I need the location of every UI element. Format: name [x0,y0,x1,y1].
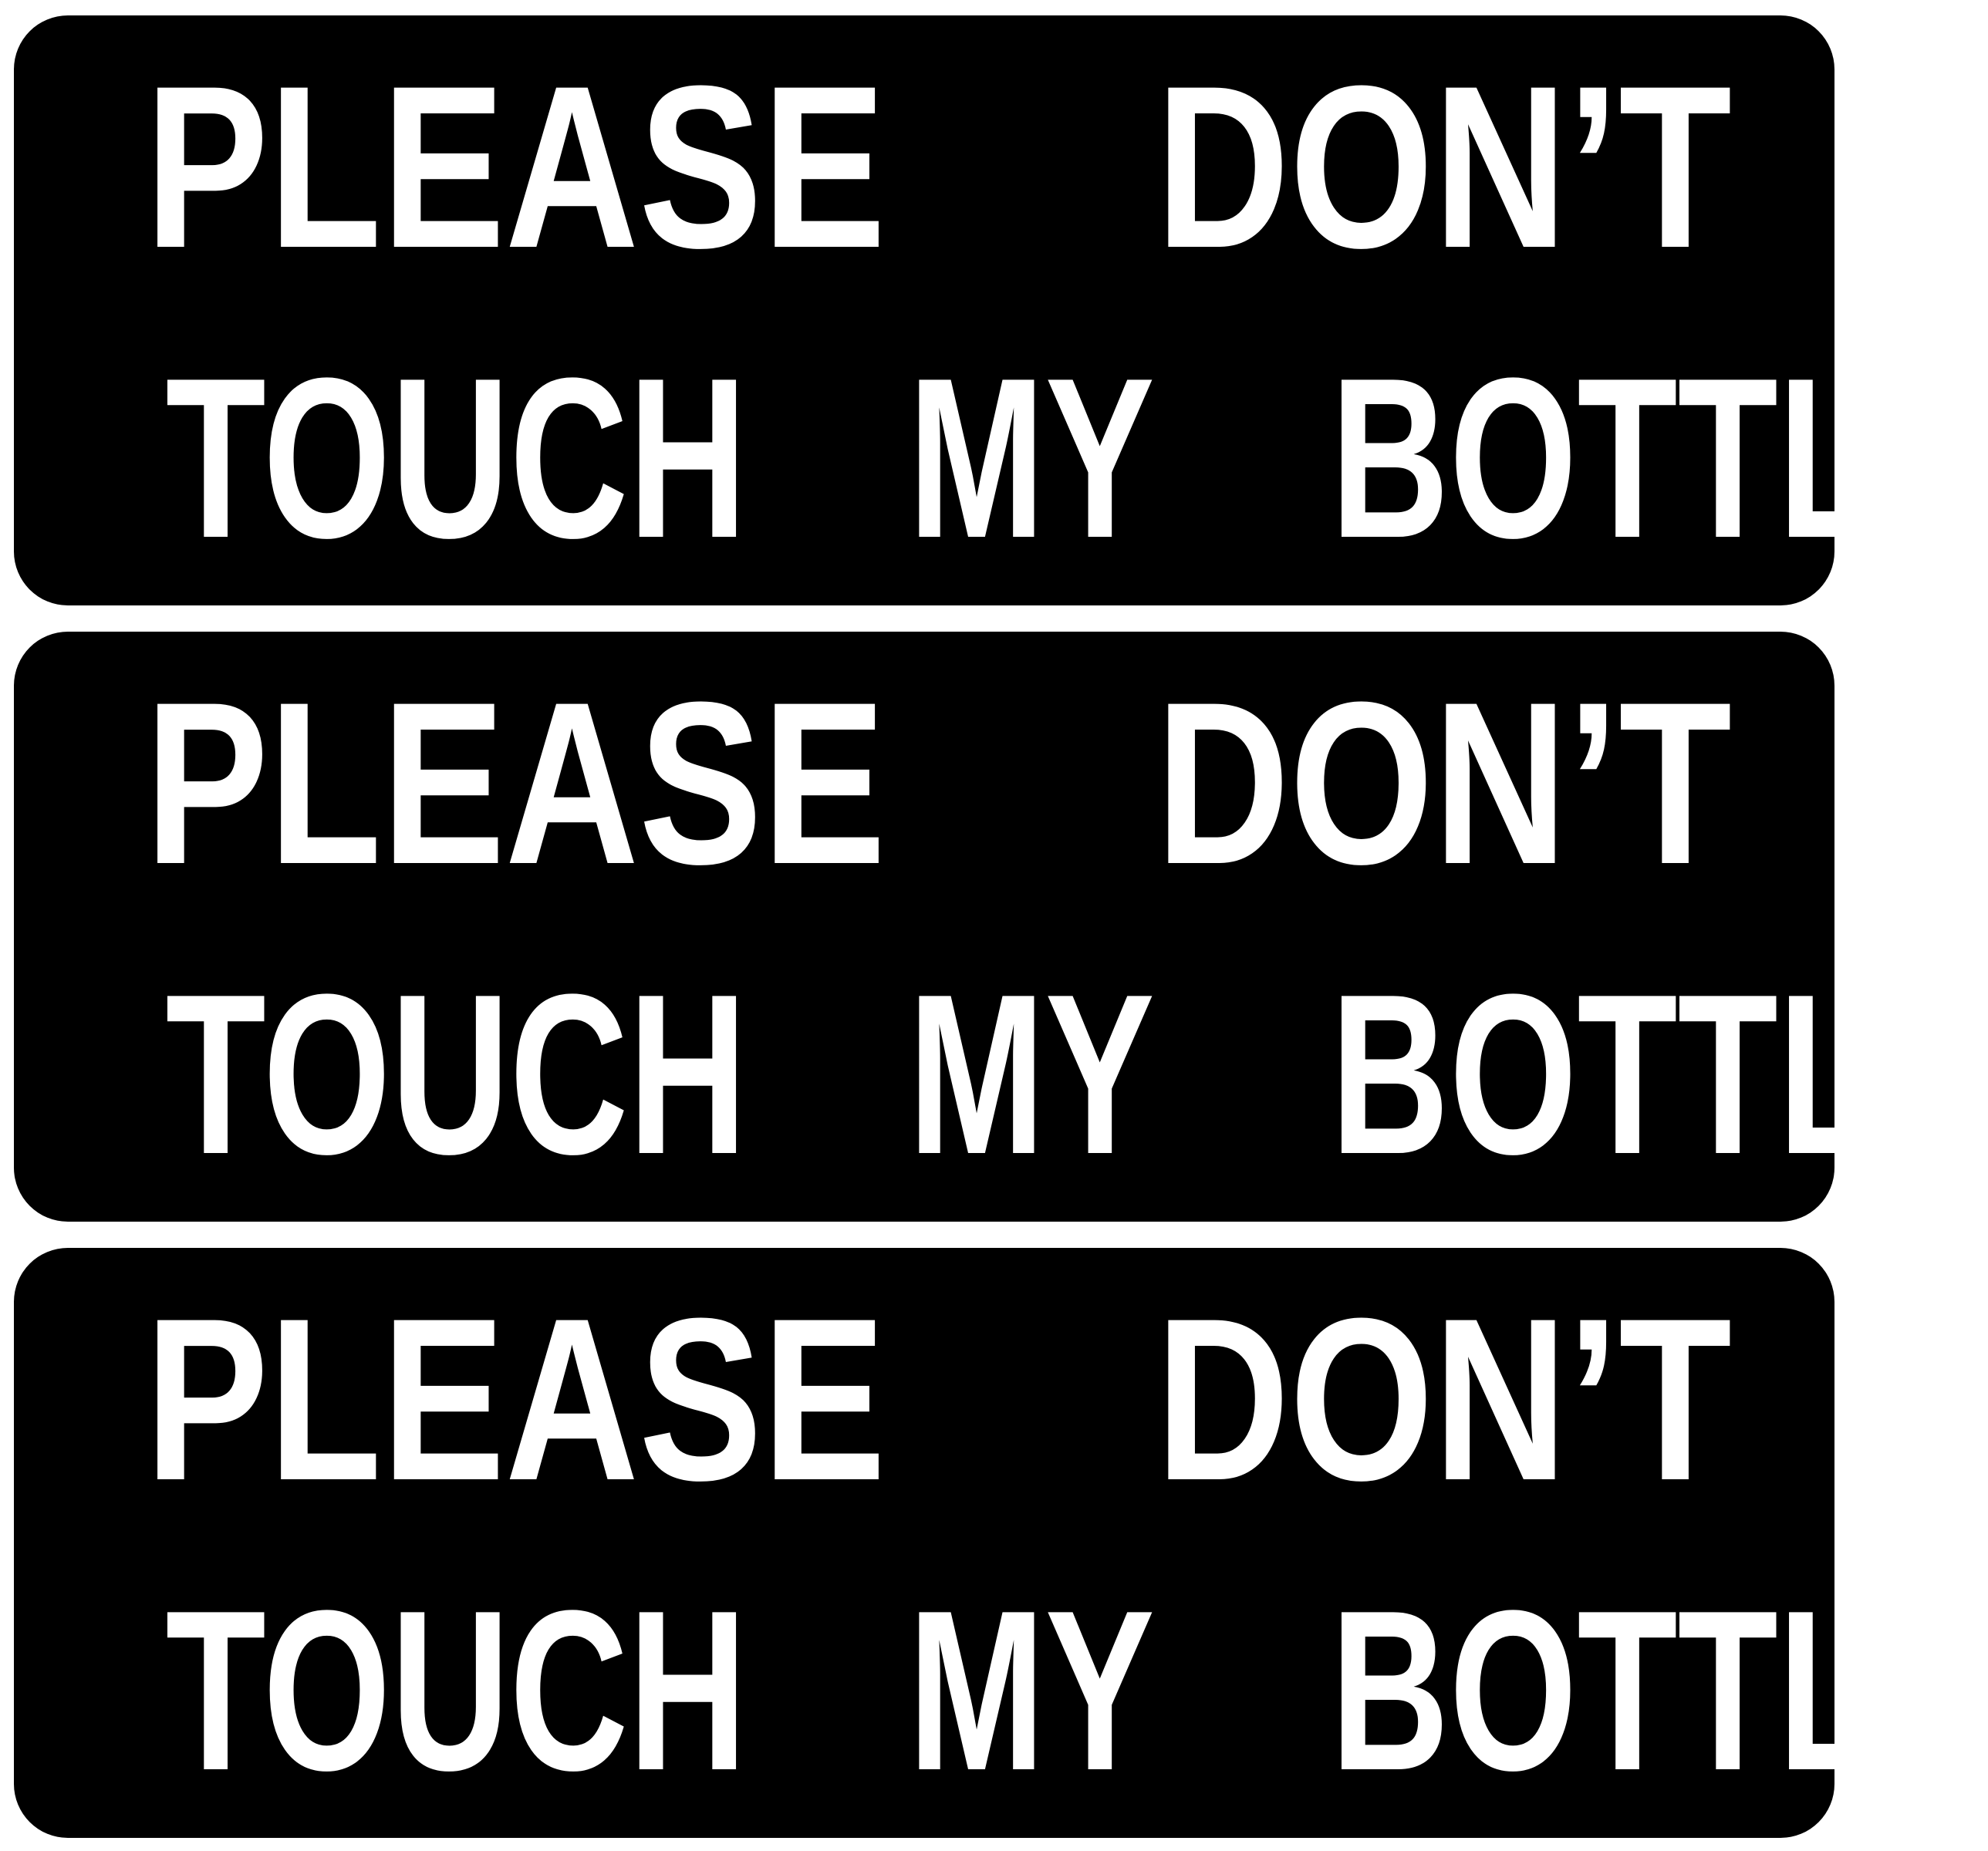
sticker-text-line-1 [52,1269,1804,1529]
sticker-word: DON’T [1156,653,1732,912]
sticker-label [14,15,1988,605]
sticker-label [14,632,1988,1222]
sticker-word: DON’T [1156,37,1732,296]
sticker-label [14,1248,1988,1838]
sticker-word: MY [908,330,1155,585]
sticker-word: MY [908,1563,1155,1818]
sticker-text-line-2 [52,946,1988,1202]
sticker-text-line-2 [52,1563,1988,1818]
sticker-word: PLEASE [145,653,886,912]
sticker-text-line-2 [52,330,1988,585]
sticker-word: PLEASE [145,1269,886,1529]
sticker-text-line-1 [52,37,1804,296]
sticker-word: BOTTLE [1330,946,1988,1202]
sticker-word: PLEASE [145,37,886,296]
sticker-word: TOUCH [165,330,748,585]
sticker-text-line-1 [52,653,1804,912]
sticker-word: TOUCH [165,1563,748,1818]
sticker-word: BOTTLE [1330,1563,1988,1818]
sticker-word: DON’T [1156,1269,1732,1529]
sticker-word: MY [908,946,1155,1202]
sticker-word: TOUCH [165,946,748,1202]
sticker-word: BOTTLE [1330,330,1988,585]
